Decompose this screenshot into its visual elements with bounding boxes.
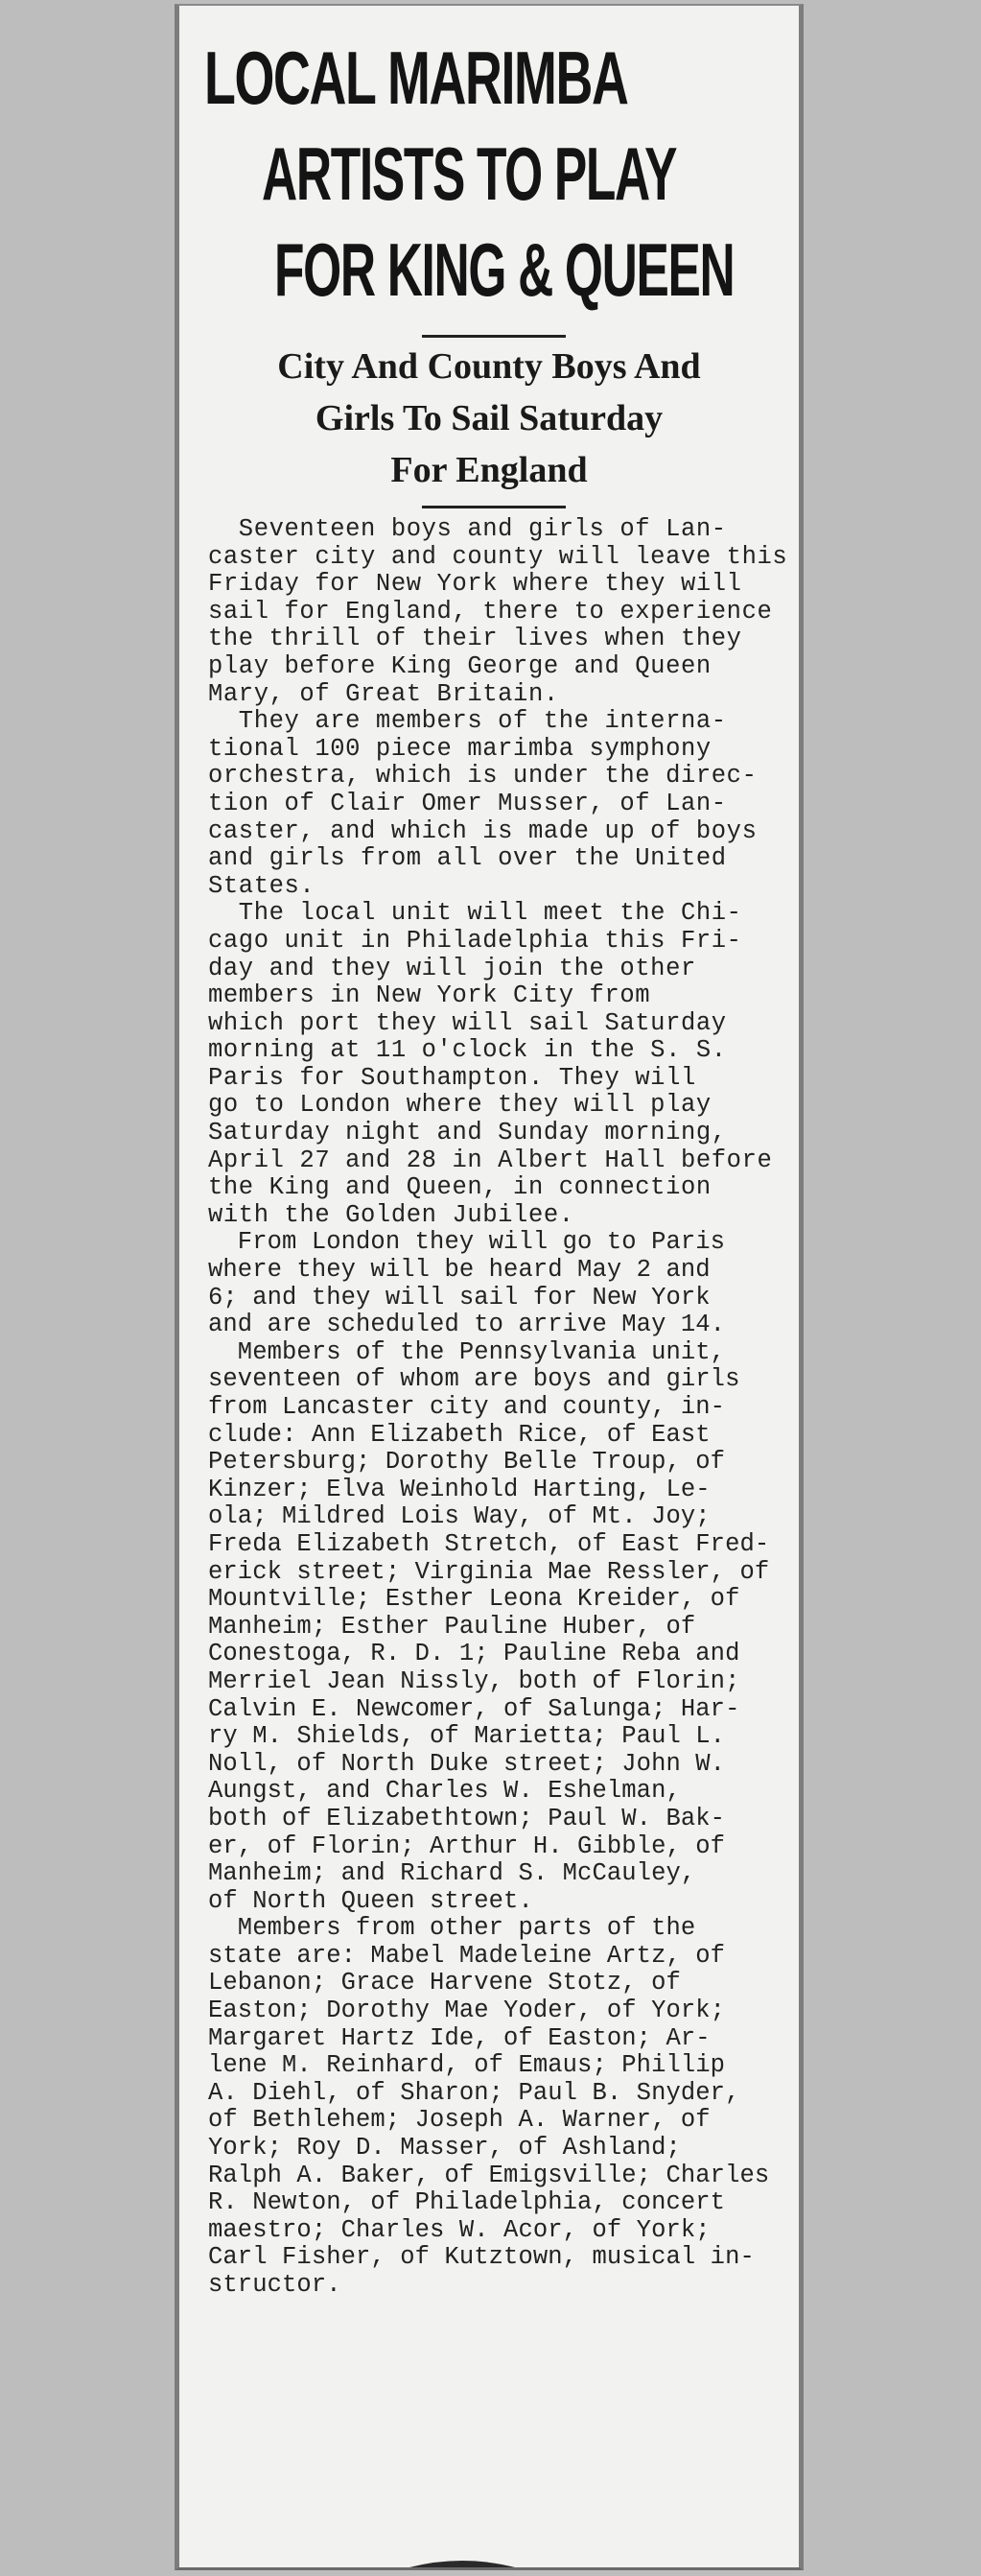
- article-line: Friday for New York where they will: [208, 570, 742, 599]
- article-line: Aungst, and Charles W. Eshelman,: [208, 1777, 681, 1806]
- article-line: the thrill of their lives when they: [208, 625, 742, 653]
- article-body: [208, 515, 788, 2300]
- article-line: caster city and county will leave this: [208, 542, 788, 571]
- headline-divider: [422, 335, 566, 338]
- article-line: Conestoga, R. D. 1; Pauline Reba and: [208, 1640, 740, 1668]
- article-line: Members of the Pennsylvania unit,: [208, 1337, 726, 1366]
- article-line: 6; and they will sail for New York: [208, 1283, 711, 1312]
- headline-line-1: LOCAL MARIMBA: [204, 35, 628, 120]
- article-line: Saturday night and Sunday morning,: [208, 1119, 727, 1147]
- article-line: play before King George and Queen: [208, 651, 712, 680]
- article-line: both of Elizabethtown; Paul W. Bak-: [208, 1804, 726, 1832]
- article-line: state are: Mabel Madeleine Artz, of: [208, 1941, 726, 1970]
- subhead-line-1: City And County Boys And: [277, 346, 701, 387]
- article-line: of Bethlehem; Joseph A. Warner, of: [208, 2106, 711, 2135]
- subhead-line-2: Girls To Sail Saturday: [315, 398, 664, 438]
- headline-line-3: FOR KING & QUEEN: [274, 227, 735, 312]
- article-line: April 27 and 28 in Albert Hall before: [208, 1146, 773, 1174]
- article-line: Noll, of North Duke street; John W.: [208, 1749, 726, 1778]
- article-line: tion of Clair Omer Musser, of Lan-: [208, 789, 727, 817]
- article-line: Manheim; and Richard S. McCauley,: [208, 1859, 696, 1888]
- article-line: structor.: [208, 2271, 341, 2299]
- article-line: Members from other parts of the: [208, 1914, 696, 1943]
- article-line: The local unit will meet the Chi-: [208, 899, 742, 928]
- article-line: orchestra, which is under the direc-: [208, 762, 758, 791]
- article-line: where they will be heard May 2 and: [208, 1256, 711, 1285]
- article-line: Ralph A. Baker, of Emigsville; Charles: [208, 2161, 770, 2189]
- article-line: Margaret Hartz Ide, of Easton; Ar-: [208, 2023, 711, 2052]
- article-line: Lebanon; Grace Harvene Stotz, of: [208, 1969, 681, 1997]
- article-line: Mountville; Esther Leona Kreider, of: [208, 1585, 740, 1614]
- article-line: Freda Elizabeth Stretch, of East Fred-: [208, 1529, 770, 1558]
- article-line: Seventeen boys and girls of Lan-: [208, 515, 727, 543]
- article-line: erick street; Virginia Mae Ressler, of: [208, 1557, 770, 1586]
- article-line: Calvin E. Newcomer, of Salunga; Har-: [208, 1694, 740, 1723]
- article-line: From London they will go to Paris: [208, 1228, 726, 1257]
- article-line: cago unit in Philadelphia this Fri-: [208, 926, 742, 955]
- newspaper-clipping: [175, 4, 804, 2570]
- subhead-divider: [422, 506, 566, 508]
- article-line: Paris for Southampton. They will: [208, 1063, 696, 1092]
- article-line: and are scheduled to arrive May 14.: [208, 1311, 726, 1339]
- article-line: States.: [208, 871, 315, 900]
- headline-line-2: ARTISTS TO PLAY: [262, 131, 677, 216]
- article-line: er, of Florin; Arthur H. Gibble, of: [208, 1832, 726, 1860]
- article-line: Petersburg; Dorothy Belle Troup, of: [208, 1448, 726, 1477]
- article-line: go to London where they will play: [208, 1091, 712, 1120]
- article-line: R. Newton, of Philadelphia, concert: [208, 2188, 726, 2217]
- article-line: Kinzer; Elva Weinhold Harting, Le-: [208, 1475, 711, 1503]
- article-line: They are members of the interna-: [208, 707, 727, 736]
- subhead-line-3: For England: [390, 450, 588, 490]
- article-line: tional 100 piece marimba symphony: [208, 734, 712, 763]
- article-line: from Lancaster city and county, in-: [208, 1393, 726, 1421]
- article-line: Carl Fisher, of Kutztown, musical in-: [208, 2243, 755, 2272]
- article-line: caster, and which is made up of boys: [208, 816, 758, 845]
- article-line: ry M. Shields, of Marietta; Paul L.: [208, 1722, 726, 1751]
- article-line: clude: Ann Elizabeth Rice, of East: [208, 1420, 711, 1449]
- article-line: seventeen of whom are boys and girls: [208, 1365, 740, 1394]
- article-line: which port they will sail Saturday: [208, 1008, 727, 1037]
- article-line: York; Roy D. Masser, of Ashland;: [208, 2134, 681, 2162]
- bottom-ornament: [409, 2558, 515, 2567]
- article-line: with the Golden Jubilee.: [208, 1200, 574, 1229]
- article-line: and girls from all over the United: [208, 844, 727, 873]
- article-line: Mary, of Great Britain.: [208, 679, 559, 708]
- article-line: day and they will join the other: [208, 954, 696, 982]
- article-line: of North Queen street.: [208, 1886, 533, 1915]
- article-line: morning at 11 o'clock in the S. S.: [208, 1036, 727, 1065]
- article-line: maestro; Charles W. Acor, of York;: [208, 2215, 711, 2244]
- article-line: members in New York City from: [208, 981, 651, 1010]
- article-line: Merriel Jean Nissly, both of Florin;: [208, 1666, 740, 1695]
- article-line: lene M. Reinhard, of Emaus; Phillip: [208, 2051, 726, 2080]
- article-line: A. Diehl, of Sharon; Paul B. Snyder,: [208, 2078, 740, 2107]
- article-line: Easton; Dorothy Mae Yoder, of York;: [208, 1997, 726, 2025]
- article-line: the King and Queen, in connection: [208, 1173, 712, 1202]
- article-line: ola; Mildred Lois Way, of Mt. Joy;: [208, 1502, 711, 1531]
- article-line: Manheim; Esther Pauline Huber, of: [208, 1612, 696, 1641]
- article-line: sail for England, there to experience: [208, 597, 773, 626]
